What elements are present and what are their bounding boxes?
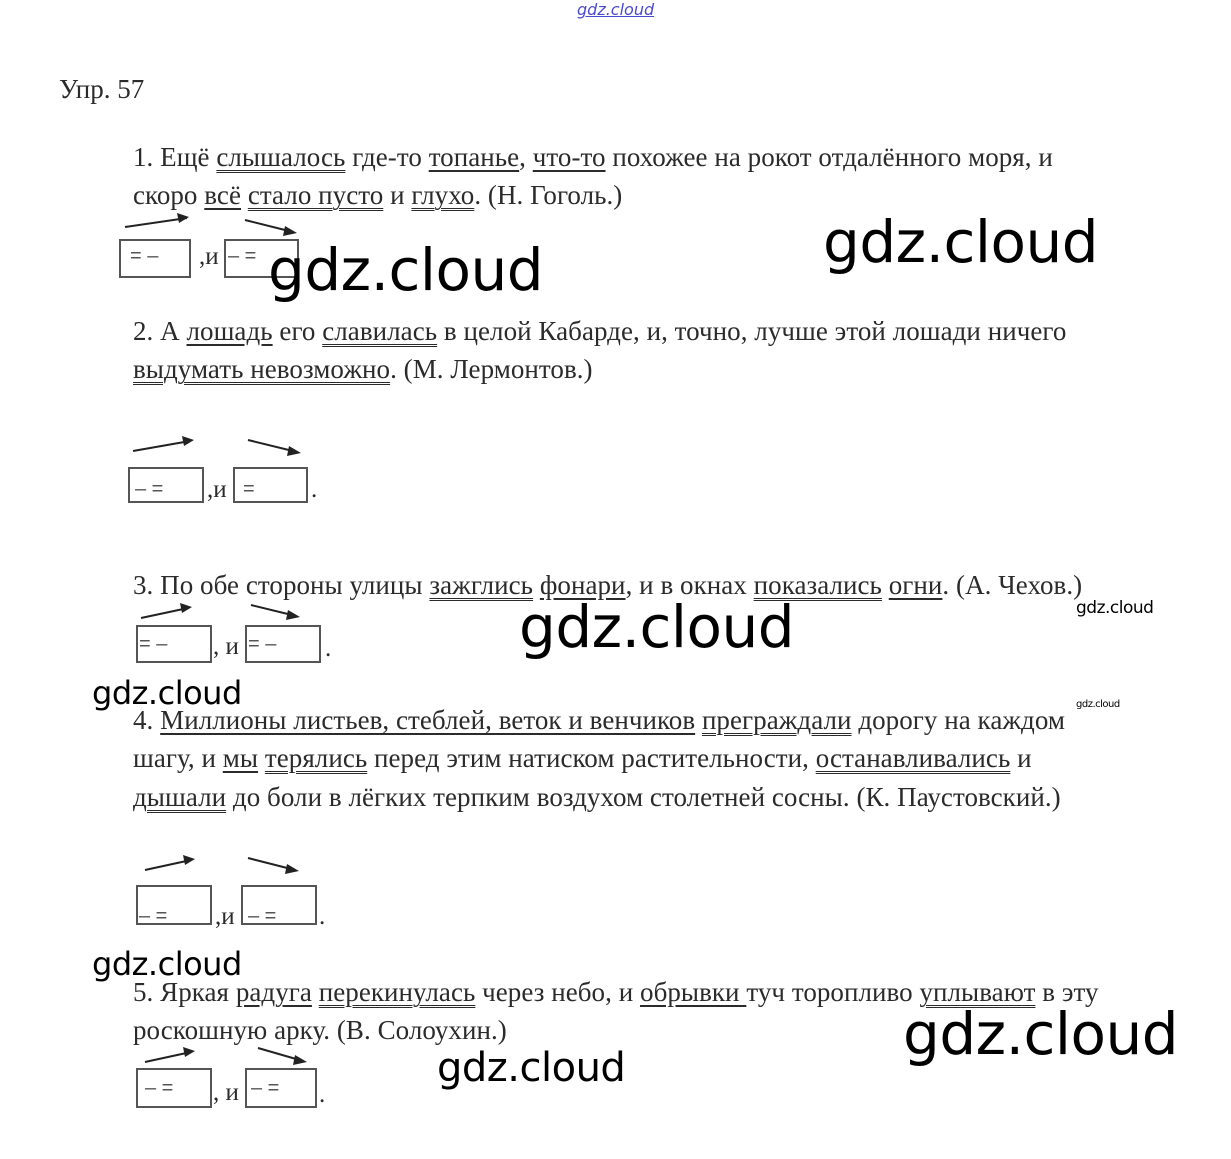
scheme-3-right: = –: [248, 633, 277, 655]
scheme-2-joiner: ,и: [207, 476, 227, 503]
text-segment: 5. Яркая: [133, 977, 236, 1007]
text-segment: [312, 977, 319, 1007]
text-segment: его: [272, 316, 323, 346]
scheme-4-joiner: ,и: [215, 903, 235, 930]
scheme-5-right: – =: [251, 1077, 280, 1099]
scheme-5-joiner: , и: [213, 1079, 239, 1106]
sentence-2-line-1: [133, 316, 1066, 347]
watermark: gdz.cloud: [1076, 699, 1120, 710]
text-segment: [241, 180, 248, 210]
underlined-word: всё: [204, 180, 241, 210]
text-segment: [258, 743, 265, 773]
underlined-word: глухо: [411, 180, 475, 210]
underlined-word: Миллионы листьев, стеблей, веток и венчиков: [160, 705, 696, 735]
scheme-4-left: – =: [139, 905, 168, 927]
sentence-4-line-2: [133, 743, 1032, 774]
underlined-word: уплывают: [919, 977, 1036, 1007]
scheme-4-end: .: [319, 903, 326, 930]
underlined-word: слышалось: [216, 142, 346, 172]
scheme-2: [125, 433, 335, 508]
text-segment: [695, 705, 702, 735]
scheme-3-joiner: , и: [213, 633, 239, 660]
text-segment: туч торопливо: [746, 977, 920, 1007]
scheme-3-end: .: [325, 635, 332, 662]
scheme-5: [133, 1044, 343, 1114]
text-segment: . (Н. Гоголь.): [474, 180, 623, 210]
scheme-5-left: – =: [145, 1077, 174, 1099]
underlined-word: топанье: [428, 142, 520, 172]
watermark: gdz.cloud: [92, 945, 242, 983]
underlined-word: дышали: [133, 782, 227, 812]
underlined-word: останавливались: [815, 743, 1011, 773]
sentence-1-line-1: [133, 142, 1053, 173]
scheme-4: [133, 852, 343, 932]
scheme-2-right: =: [243, 478, 255, 500]
text-segment: в целой Кабарде, и, точно, лучше этой лошади ничего: [437, 316, 1067, 346]
underlined-word: огни: [888, 570, 943, 600]
scheme-1-right: – =: [228, 245, 257, 267]
underlined-word: радуга: [235, 977, 312, 1007]
scheme-4-right: – =: [248, 905, 277, 927]
underlined-word: выдумать невозможно: [133, 354, 391, 384]
scheme-3: [133, 598, 343, 668]
underlined-word: преграждали: [701, 705, 852, 735]
underlined-word: перекинулась: [318, 977, 476, 1007]
underlined-word: терялись: [264, 743, 368, 773]
scheme-5-end: .: [319, 1081, 326, 1108]
sentence-1-line-2: [133, 180, 622, 211]
sentence-2-line-2: [133, 354, 593, 385]
text-segment: перед этим натиском растительности,: [367, 743, 816, 773]
watermark: gdz.cloud: [903, 1000, 1179, 1068]
watermark: gdz.cloud: [268, 236, 544, 304]
sentence-4-line-1: [133, 705, 1065, 736]
underlined-word: стало пусто: [247, 180, 384, 210]
underlined-word: лошадь: [186, 316, 273, 346]
text-segment: и: [1010, 743, 1032, 773]
scheme-2-end: .: [311, 476, 318, 503]
text-segment: скоро: [133, 180, 205, 210]
text-segment: похожее на рокот отдалённого моря, и: [605, 142, 1053, 172]
text-segment: 3. По обе стороны улицы: [133, 570, 430, 600]
scheme-1-left: = –: [130, 245, 159, 267]
page-title: Упр. 57: [59, 74, 145, 104]
text-segment: шагу, и: [133, 743, 223, 773]
underlined-word: что-то: [532, 142, 606, 172]
text-segment: . (А. Чехов.): [942, 570, 1083, 600]
text-segment: в эту: [1035, 977, 1099, 1007]
text-segment: 2. А: [133, 316, 187, 346]
site-mark[interactable]: gdz.cloud: [577, 0, 655, 19]
text-segment: ,: [519, 142, 533, 172]
watermark: gdz.cloud: [437, 1045, 626, 1091]
text-segment: где-то: [345, 142, 429, 172]
underlined-word: показались: [753, 570, 882, 600]
watermark: gdz.cloud: [823, 208, 1099, 276]
watermark: gdz.cloud: [519, 593, 795, 661]
watermark: gdz.cloud: [1076, 598, 1154, 618]
text-segment: дорогу на каждом: [851, 705, 1066, 735]
text-segment: 4.: [133, 705, 161, 735]
text-segment: [882, 570, 889, 600]
underlined-word: мы: [222, 743, 259, 773]
underlined-word: фонари: [539, 570, 626, 600]
scheme-2-left: – =: [135, 478, 164, 500]
underlined-word: зажглись: [429, 570, 534, 600]
text-segment: 1. Ещё: [133, 142, 217, 172]
text-segment: роскошную арку. (В. Солоухин.): [133, 1015, 507, 1045]
text-segment: через небо, и: [475, 977, 641, 1007]
sentence-5-line-2: [133, 1015, 507, 1046]
text-segment: до боли в лёгких терпким воздухом столетней сосны. (К. Паустовский.): [226, 782, 1061, 812]
sentence-4-line-3: [133, 782, 1061, 813]
text-segment: , и в окнах: [625, 570, 754, 600]
scheme-3-left: = –: [139, 633, 168, 655]
text-segment: и: [383, 180, 412, 210]
underlined-word: славилась: [322, 316, 438, 346]
text-segment: . (М. Лермонтов.): [390, 354, 593, 384]
watermark: gdz.cloud: [92, 674, 242, 712]
scheme-1-joiner: ,и: [199, 243, 219, 270]
underlined-word: обрывки: [640, 977, 747, 1007]
